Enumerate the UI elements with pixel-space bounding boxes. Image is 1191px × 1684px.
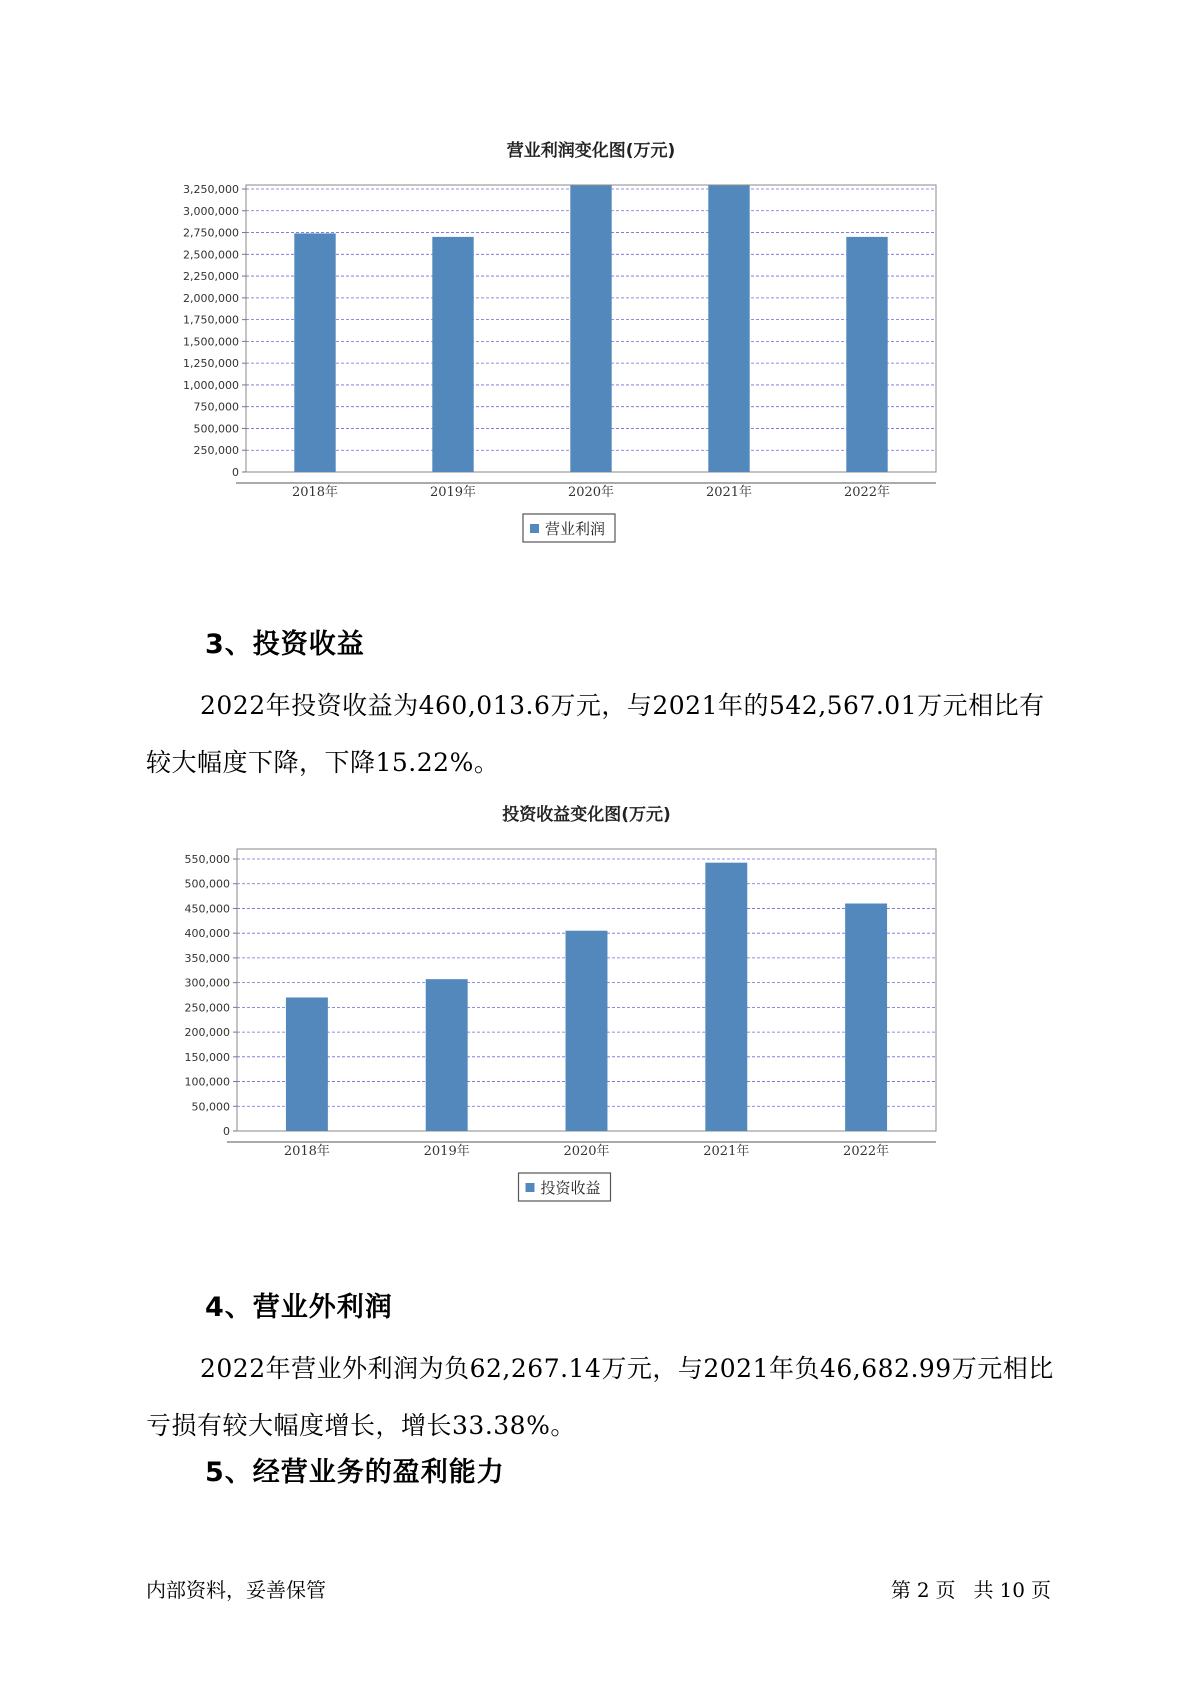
y-tick-label: 1,250,000 bbox=[183, 357, 239, 371]
x-tick-label: 2018年 bbox=[291, 485, 339, 500]
y-tick-label: 250,000 bbox=[193, 444, 239, 458]
bar-2018年 bbox=[286, 997, 328, 1131]
y-tick-label: 1,500,000 bbox=[183, 335, 239, 349]
total-unit: 页 bbox=[1031, 1578, 1051, 1602]
legend-swatch bbox=[526, 1183, 535, 1192]
x-tick-label: 2018年 bbox=[283, 1144, 330, 1159]
bar-2021年 bbox=[708, 186, 749, 472]
y-tick-label: 200,000 bbox=[184, 1026, 230, 1040]
y-tick-label: 150,000 bbox=[184, 1050, 230, 1064]
total-prefix: 共 bbox=[973, 1578, 994, 1602]
bar-2018年 bbox=[294, 233, 335, 472]
y-tick-label: 500,000 bbox=[184, 877, 230, 891]
y-tick-label: 3,000,000 bbox=[183, 204, 239, 218]
total-pages: 10 bbox=[999, 1578, 1025, 1602]
y-tick-label: 1,750,000 bbox=[183, 313, 239, 327]
bar-2019年 bbox=[432, 237, 473, 472]
x-tick-label: 2021年 bbox=[703, 1144, 750, 1159]
investment-income-chart bbox=[150, 800, 1040, 1260]
y-tick-label: 0 bbox=[223, 1125, 230, 1138]
legend-label: 营业利润 bbox=[545, 520, 606, 538]
y-tick-label: 400,000 bbox=[184, 927, 230, 941]
bar-2021年 bbox=[705, 863, 747, 1131]
section-4-paragraph: 2022年营业外利润为负62,267.14万元，与2021年负46,682.99万元相比亏损有较大幅度增长，增长33.38%。 bbox=[146, 1354, 1054, 1440]
y-tick-label: 550,000 bbox=[184, 853, 230, 866]
investment-income-chart-svg bbox=[150, 800, 1040, 1260]
page-number: 2 bbox=[916, 1578, 930, 1602]
section-3-paragraph: 2022年投资收益为460,013.6万元，与2021年的542,567.01万元相比有较大幅度下降，下降15.22%。 bbox=[146, 691, 1045, 777]
y-tick-label: 350,000 bbox=[184, 951, 230, 965]
section-5-heading: 5、经营业务的盈利能力 bbox=[205, 1457, 505, 1488]
y-tick-label: 100,000 bbox=[184, 1075, 230, 1089]
chart-title: 投资收益变化图(万元) bbox=[502, 805, 671, 825]
section-4-heading: 4、营业外利润 bbox=[205, 1292, 393, 1323]
y-tick-label: 2,750,000 bbox=[183, 226, 239, 240]
chart-title: 营业利润变化图(万元) bbox=[506, 141, 676, 161]
page-prefix: 第 bbox=[890, 1578, 911, 1602]
y-tick-label: 300,000 bbox=[184, 976, 230, 990]
y-tick-label: 750,000 bbox=[193, 400, 239, 414]
section-3-heading: 3、投资收益 bbox=[205, 629, 365, 660]
y-tick-label: 3,250,000 bbox=[183, 183, 239, 196]
x-tick-label: 2020年 bbox=[563, 1144, 610, 1159]
legend-label: 投资收益 bbox=[540, 1179, 601, 1197]
bar-2020年 bbox=[566, 931, 608, 1131]
footer-page-info bbox=[885, 1574, 1051, 1603]
y-tick-label: 250,000 bbox=[184, 1001, 230, 1015]
page-unit: 页 bbox=[935, 1578, 956, 1602]
x-tick-label: 2019年 bbox=[423, 1144, 470, 1159]
y-tick-label: 0 bbox=[232, 466, 239, 479]
operating-profit-chart-svg bbox=[150, 130, 1040, 590]
bar-2022年 bbox=[846, 237, 887, 472]
y-tick-label: 2,500,000 bbox=[183, 248, 239, 262]
operating-profit-chart bbox=[150, 130, 1040, 590]
y-tick-label: 1,000,000 bbox=[183, 378, 239, 392]
x-tick-label: 2021年 bbox=[705, 485, 753, 500]
x-tick-label: 2019年 bbox=[429, 485, 477, 500]
y-tick-label: 450,000 bbox=[184, 902, 230, 916]
bar-2020年 bbox=[570, 186, 611, 472]
x-tick-label: 2022年 bbox=[843, 1144, 890, 1159]
y-tick-label: 2,250,000 bbox=[183, 270, 239, 284]
x-tick-label: 2020年 bbox=[567, 485, 615, 500]
y-tick-label: 500,000 bbox=[193, 422, 239, 436]
legend-swatch bbox=[530, 524, 539, 533]
bar-2022年 bbox=[845, 904, 887, 1131]
x-tick-label: 2022年 bbox=[843, 485, 891, 500]
y-tick-label: 50,000 bbox=[191, 1100, 230, 1114]
footer-confidential-note: 内部资料，妥善保管 bbox=[146, 1578, 326, 1602]
y-tick-label: 2,000,000 bbox=[183, 291, 239, 305]
bar-2019年 bbox=[426, 979, 468, 1131]
